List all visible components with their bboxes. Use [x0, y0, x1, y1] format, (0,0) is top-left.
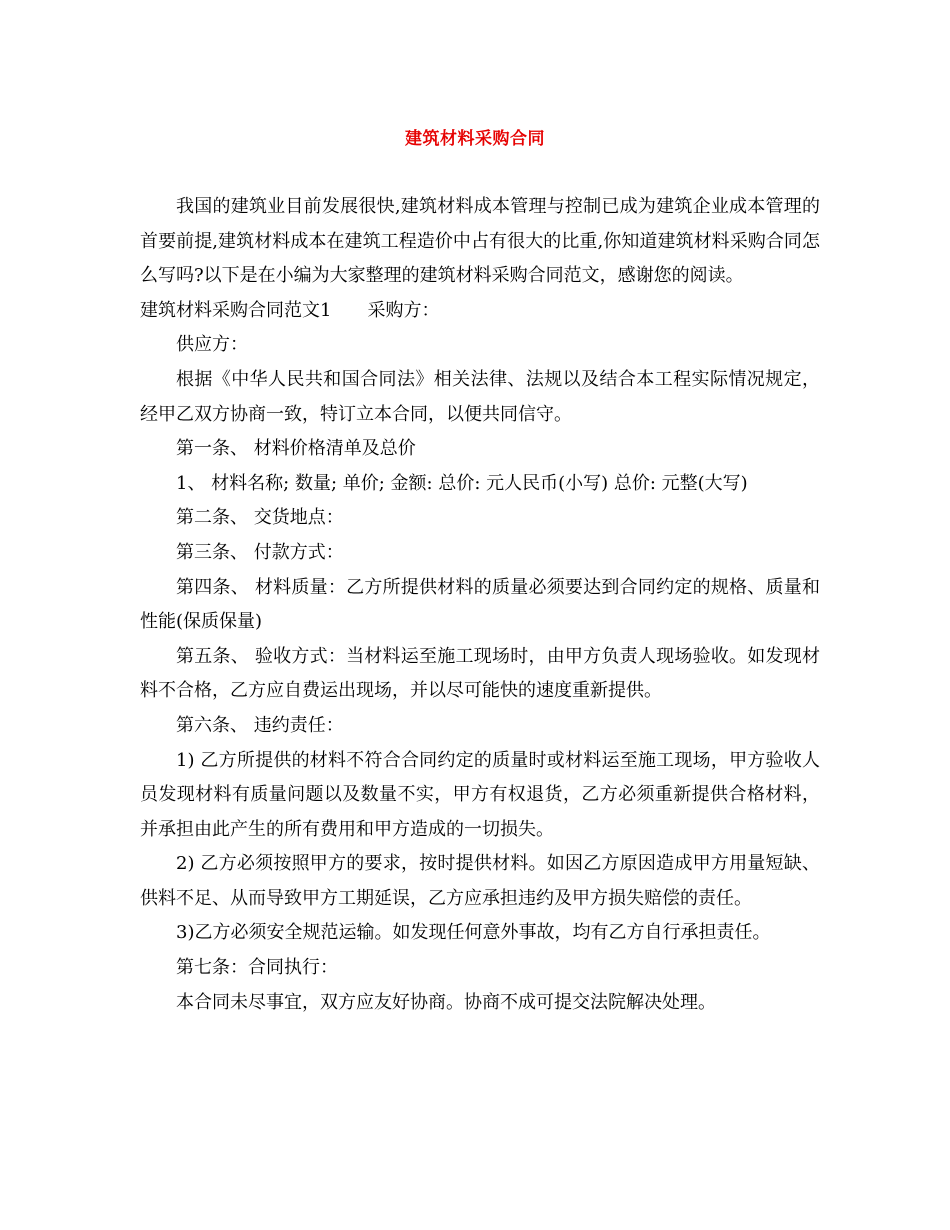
sample-heading-line	[140, 294, 820, 329]
article-6-item-3: 3)乙方必须安全规范运输。如发现任何意外事故，均有乙方自行承担责任。	[176, 922, 771, 944]
buyer-label: 采购方：	[367, 299, 440, 321]
article-7-body: 本合同未尽事宜，双方应友好协商。协商不成可提交法院解决处理。	[176, 991, 716, 1013]
article-5: 第五条、 验收方式：当材料运至施工现场时，由甲方负责人现场验收。如发现材料不合格，乙方应自费运出现场，并以尽可能快的速度重新提供。	[140, 645, 820, 702]
article-6-title: 第六条、 违约责任：	[176, 714, 344, 736]
article-1-item-1: 1、 材料名称; 数量; 单价; 金额: 总价: 元人民币(小写) 总价: 元整(大写)	[176, 472, 748, 494]
article-6-item-2: 2) 乙方必须按照甲方的要求，按时提供材料。如因乙方原因造成甲方用量短缺、供料不足、从而导致甲方工期延误，乙方应承担违约及甲方损失赔偿的责任。	[140, 853, 820, 909]
article-1-title: 第一条、 材料价格清单及总价	[176, 438, 416, 460]
article-4: 第四条、 材料质量：乙方所提供材料的质量必须要达到合同约定的规格、质量和性能(保质保量)	[140, 576, 820, 633]
article-7-title: 第七条：合同执行：	[176, 957, 338, 979]
intro-paragraph: 我国的建筑业目前发展很快,建筑材料成本管理与控制已成为建筑企业成本管理的首要前提,建筑材料成本在建筑工程造价中占有很大的比重,你知道建筑材料采购合同怎么写吗?以下是在小编为大家整理的建筑材料采购合同范文，感谢您的阅读。	[140, 196, 820, 287]
article-2: 第二条、 交货地点：	[176, 507, 344, 529]
article-6-item-1: 1) 乙方所提供的材料不符合合同约定的质量时或材料运至施工现场，甲方验收人员发现材料有质量问题以及数量不实，甲方有权退货，乙方必须重新提供合格材料，并承担由此产生的所有费用和甲方造成的一切损失。	[140, 749, 820, 840]
supplier-label: 供应方：	[176, 334, 248, 356]
article-3: 第三条、 付款方式：	[176, 541, 344, 563]
document-title: 建筑材料采购合同	[405, 129, 545, 149]
sample-heading: 建筑材料采购合同范文1	[140, 299, 332, 321]
document-body	[140, 190, 820, 1020]
basis-paragraph: 根据《中华人民共和国合同法》相关法律、法规以及结合本工程实际情况规定，经甲乙双方协商一致，特订立本合同，以便共同信守。	[140, 368, 820, 425]
